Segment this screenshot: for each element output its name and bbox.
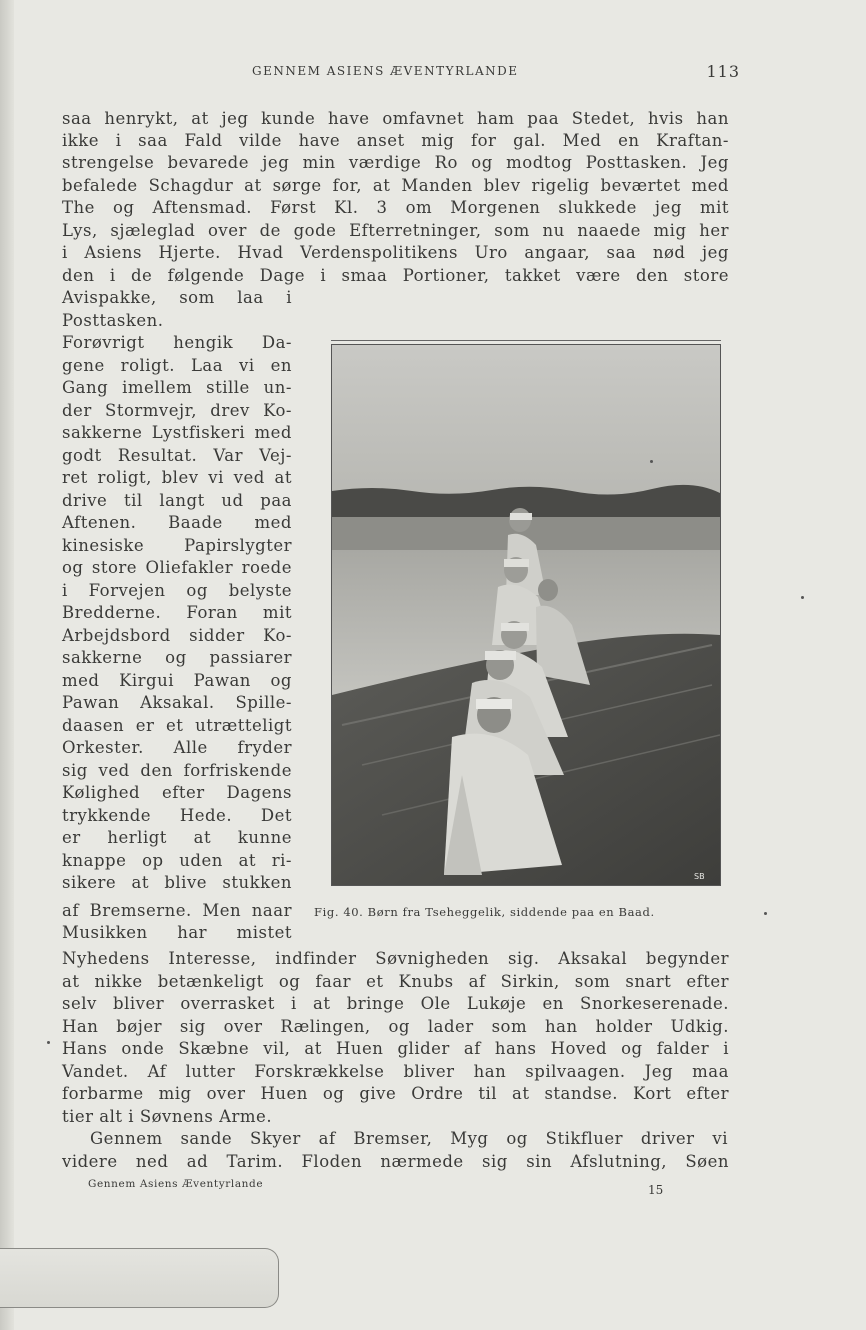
text-line: Lys, sjæleglad over de gode Efterretninger, som nu naaede mig her: [62, 221, 729, 240]
running-title: GENNEM ASIENS ÆVENTYRLANDE: [252, 64, 519, 78]
text-line: drive til langt ud paa: [62, 491, 292, 510]
page-number: 113: [706, 62, 740, 81]
page-tab-marker: [0, 1248, 279, 1308]
text-line: i Asiens Hjerte. Hvad Verdenspolitikens Uro angaar, saa nød jeg: [62, 243, 729, 262]
text-line: sig ved den forfriskende: [62, 761, 292, 780]
text-line: Kølighed efter Dagens: [62, 783, 292, 802]
text-line: med Kirgui Pawan og: [62, 671, 292, 690]
text-line: sikere at blive stukken: [62, 873, 292, 892]
text-line: Forøvrigt hengik Da-: [62, 333, 292, 352]
text-line: sakkerne og passiarer: [62, 648, 292, 667]
text-line: der Stormvejr, drev Ko-: [62, 401, 292, 420]
text-line: godt Resultat. Var Vej-: [62, 446, 292, 465]
text-line: Orkester. Alle fryder: [62, 738, 292, 757]
text-line: daasen er et utrætteligt: [62, 716, 292, 735]
print-speck: [650, 460, 653, 463]
text-line: i Forvejen og belyste: [62, 581, 292, 600]
text-line: og store Oliefakler roede: [62, 558, 292, 577]
text-line: befalede Schagdur at sørge for, at Manden blev rigelig beværtet med: [62, 176, 729, 195]
text-line: Posttasken.: [62, 311, 164, 330]
text-line: den i de følgende Dage i smaa Portioner, takket være den store: [62, 266, 729, 285]
text-line: Avispakke, som laa i: [62, 288, 292, 307]
text-line: Pawan Aksakal. Spille-: [62, 693, 292, 712]
text-line: Aftenen. Baade med: [62, 513, 292, 532]
text-line: Han bøjer sig over Rælingen, og lader som han holder Udkig.: [62, 1017, 729, 1036]
text-line: at nikke betænkeligt og faar et Knubs af Sirkin, som snart efter: [62, 972, 729, 991]
text-line: kinesiske Papirslygter: [62, 536, 292, 555]
text-line: knappe op uden at ri-: [62, 851, 292, 870]
text-line: Vandet. Af lutter Forskrækkelse bliver han spilvaagen. Jeg maa: [62, 1062, 729, 1081]
text-line: af Bremserne. Men naar: [62, 901, 292, 920]
text-line: er herligt at kunne: [62, 828, 292, 847]
figure-rule: [331, 340, 721, 341]
text-line: sakkerne Lystfiskeri med: [62, 423, 292, 442]
signature-number: 15: [648, 1183, 664, 1197]
print-speck: [47, 1041, 50, 1044]
text-line: Nyhedens Interesse, indfinder Søvnigheden sig. Aksakal begynder: [62, 949, 729, 968]
text-line: The og Aftensmad. Først Kl. 3 om Morgenen slukkede jeg mit: [62, 198, 729, 217]
text-line: ret roligt, blev vi ved at: [62, 468, 292, 487]
text-line: ikke i saa Fald vilde have anset mig for gal. Med en Kraftan-: [62, 131, 729, 150]
print-speck: [801, 596, 804, 599]
text-line: Hans onde Skæbne vil, at Huen glider af hans Hoved og falder i: [62, 1039, 729, 1058]
text-line: Musikken har mistet: [62, 923, 292, 942]
photograph-figure: [331, 344, 721, 886]
text-line: videre ned ad Tarim. Floden nærmede sig sin Afslutning, Søen: [62, 1152, 729, 1171]
text-line: selv bliver overrasket i at bringe Ole Lukøje en Snorkeserenade.: [62, 994, 729, 1013]
text-line: Arbejdsbord sidder Ko-: [62, 626, 292, 645]
text-line: strengelse bevarede jeg min værdige Ro og modtog Posttasken. Jeg: [62, 153, 729, 172]
text-line: trykkende Hede. Det: [62, 806, 292, 825]
text-line: Bredderne. Foran mit: [62, 603, 292, 622]
text-line: saa henrykt, at jeg kunde have omfavnet ham paa Stedet, hvis han: [62, 109, 729, 128]
text-line: Gennem sande Skyer af Bremser, Myg og Stikfluer driver vi: [90, 1129, 728, 1148]
page-edge: [0, 0, 14, 1330]
signature-line: Gennem Asiens Æventyrlande: [88, 1178, 264, 1190]
text-line: gene roligt. Laa vi en: [62, 356, 292, 375]
photo-children-on-boat: [332, 345, 720, 885]
figure-caption: Fig. 40. Børn fra Tseheggelik, siddende paa en Baad.: [314, 905, 655, 919]
page-header: [60, 62, 740, 82]
text-line: forbarme mig over Huen og give Ordre til at standse. Kort efter: [62, 1084, 729, 1103]
text-line: tier alt i Søvnens Arme.: [62, 1107, 273, 1126]
text-line: Gang imellem stille un-: [62, 378, 292, 397]
print-speck: [764, 912, 767, 915]
engraver-signature: SB: [694, 872, 705, 881]
